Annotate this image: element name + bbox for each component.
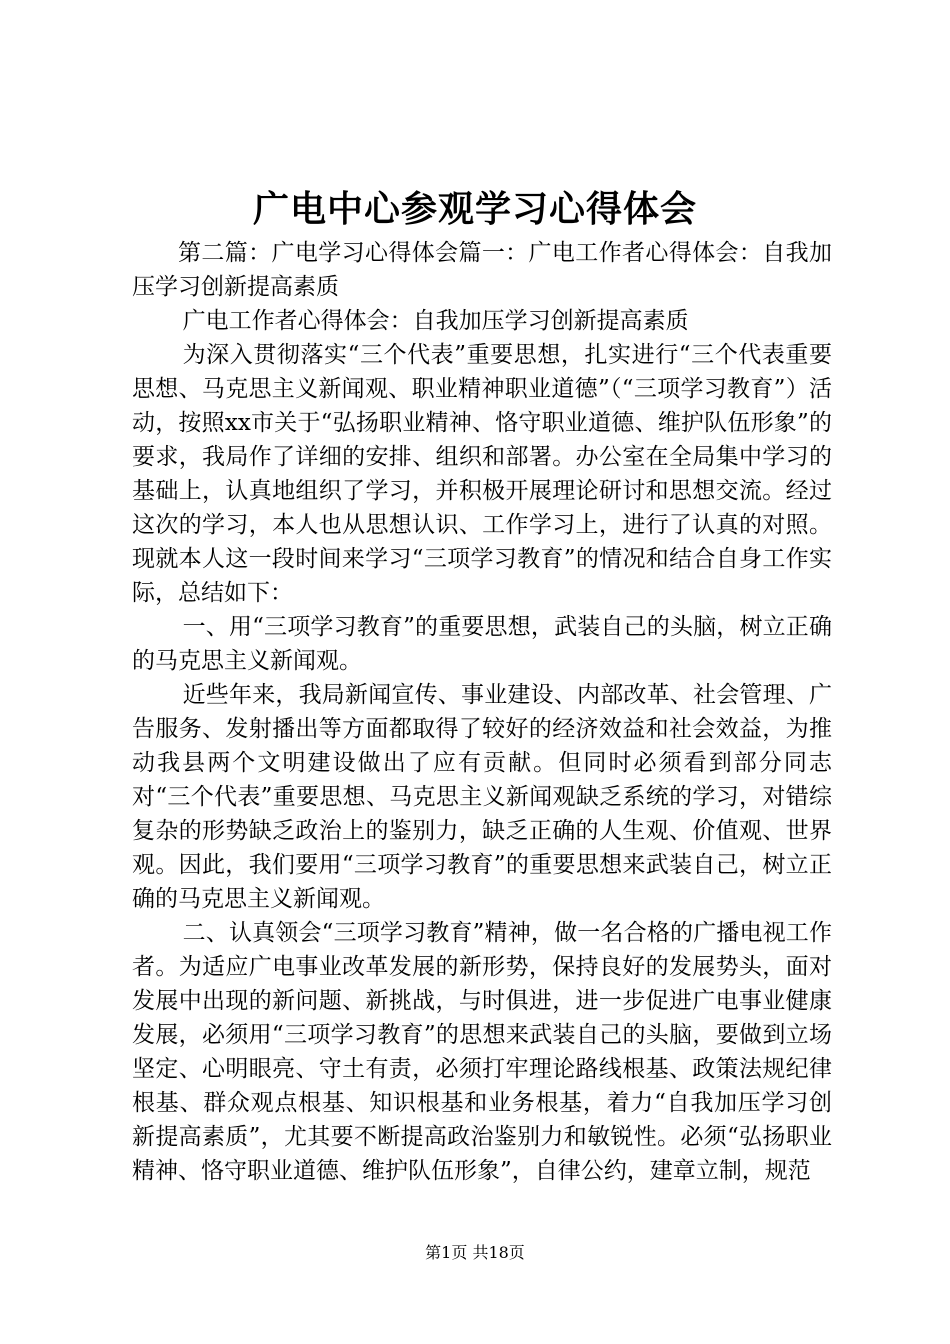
paragraph-4: 一、用“三项学习教育”的重要思想，武装自己的头脑，树立正确的马克思主义新闻观。 (132, 614, 832, 674)
paragraph-6: 二、认真领会“三项学习教育”精神，做一名合格的广播电视工作者。为适应广电事业改革发展的新形势，保持良好的发展势头，面对发展中出现的新问题、新挑战，与时俱进，进一步促进广电事业健康发展，必须用“三项学习教育”的思想来武装自己的头脑，要做到立场坚定、心明眼亮、守土有责，必须打牢理论路线根基、政策法规纪律根基、群众观点根基、知识根基和业务根基，着力“自我加压学习创新提高素质”，尤其要不断提高政治鉴别力和敏锐性。必须“弘扬职业精神、恪守职业道德、维护队伍形象”，自律公约，建章立制，规范 (132, 920, 832, 1184)
paragraph-2: 广电工作者心得体会：自我加压学习创新提高素质 (182, 308, 689, 334)
paragraph-1: 第二篇：广电学习心得体会篇一：广电工作者心得体会：自我加压学习创新提高素质 (132, 240, 832, 300)
page-number-footer: 第1页 共18页 (425, 1243, 525, 1262)
document-body (132, 236, 832, 1188)
document-title: 广电中心参观学习心得体会 (252, 188, 697, 230)
paragraph-3: 为深入贯彻落实“三个代表”重要思想，扎实进行“三个代表重要思想、马克思主义新闻观、职业精神职业道德”（“三项学习教育”）活动，按照xx市关于“弘扬职业精神、恪守职业道德、维护队伍形象”的要求，我局作了详细的安排、组织和部署。办公室在全局集中学习的基础上，认真地组织了学习，并积极开展理论研讨和思想交流。经过这次的学习，本人也从思想认识、工作学习上，进行了认真的对照。现就本人这一段时间来学习“三项学习教育”的情况和结合自身工作实际，总结如下： (132, 342, 832, 606)
paragraph-5: 近些年来，我局新闻宣传、事业建设、内部改革、社会管理、广告服务、发射播出等方面都取得了较好的经济效益和社会效益，为推动我县两个文明建设做出了应有贡献。但同时必须看到部分同志对“三个代表”重要思想、马克思主义新闻观缺乏系统的学习，对错综复杂的形势缺乏政治上的鉴别力，缺乏正确的人生观、价值观、世界观。因此，我们要用“三项学习教育”的重要思想来武装自己，树立正确的马克思主义新闻观。 (132, 682, 832, 912)
